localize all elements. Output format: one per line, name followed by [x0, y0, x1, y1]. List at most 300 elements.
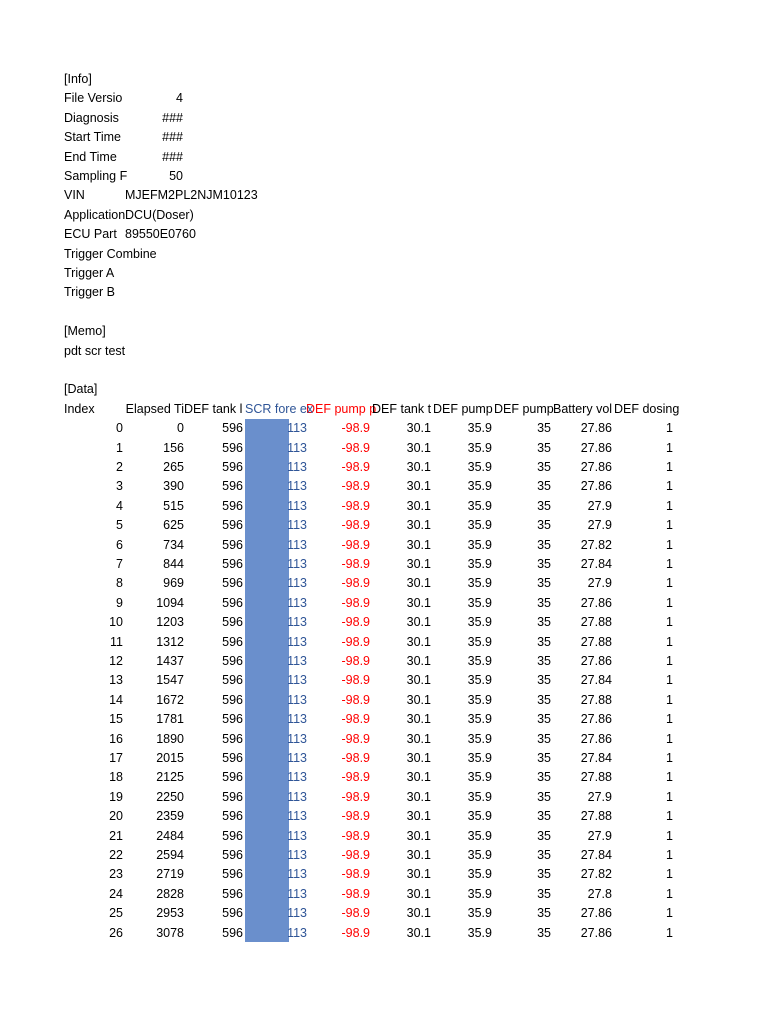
column-header[interactable]: DEF dosing: [614, 401, 680, 416]
data-cell[interactable]: 35: [537, 479, 551, 494]
data-cell[interactable]: 0: [116, 421, 123, 436]
data-cell[interactable]: 35: [537, 576, 551, 591]
data-cell[interactable]: 12: [109, 654, 123, 668]
column-header[interactable]: DEF tank t: [372, 401, 432, 416]
section-label-data[interactable]: [Data]: [64, 382, 98, 397]
data-cell[interactable]: 390: [163, 479, 184, 494]
data-cell[interactable]: 35.9: [467, 460, 492, 474]
data-cell[interactable]: 20: [109, 809, 123, 824]
data-cell[interactable]: 596: [222, 809, 243, 824]
data-cell[interactable]: 596: [222, 654, 243, 668]
data-cell[interactable]: 7: [116, 557, 123, 571]
data-cell[interactable]: 113: [287, 576, 307, 591]
data-cell[interactable]: 113: [287, 440, 307, 455]
data-cell[interactable]: 2250: [156, 789, 184, 804]
data-cell[interactable]: 2484: [156, 828, 184, 843]
data-cell[interactable]: 596: [222, 886, 243, 901]
data-cell[interactable]: 1: [666, 906, 673, 921]
data-cell[interactable]: 35: [537, 518, 551, 533]
data-cell[interactable]: 5: [116, 518, 123, 533]
data-cell[interactable]: 30.1: [406, 867, 431, 882]
data-cell[interactable]: 23: [109, 867, 123, 882]
data-cell[interactable]: 35.9: [467, 731, 492, 746]
data-cell[interactable]: 113: [287, 906, 307, 921]
data-cell[interactable]: 14: [109, 692, 123, 707]
data-cell[interactable]: 3078: [156, 925, 184, 940]
data-cell[interactable]: 3: [116, 479, 123, 494]
info-field-label[interactable]: Diagnosis: [64, 110, 119, 125]
data-cell[interactable]: 596: [222, 848, 243, 862]
data-cell[interactable]: 8: [116, 576, 123, 591]
info-field-label[interactable]: Start Time: [64, 130, 121, 145]
info-field-label[interactable]: Trigger A: [64, 266, 115, 280]
data-cell[interactable]: 35.9: [467, 498, 492, 513]
data-cell[interactable]: -98.9: [341, 731, 370, 746]
data-cell[interactable]: 18: [109, 770, 123, 785]
data-cell[interactable]: 35.9: [467, 906, 492, 921]
data-cell[interactable]: 30.1: [406, 731, 431, 746]
data-cell[interactable]: -98.9: [341, 770, 370, 785]
data-cell[interactable]: 113: [287, 925, 307, 940]
data-cell[interactable]: 2594: [156, 848, 184, 862]
data-cell[interactable]: 6: [116, 537, 123, 552]
data-cell[interactable]: -98.9: [341, 460, 370, 474]
data-cell[interactable]: 596: [222, 770, 243, 785]
data-cell[interactable]: 17: [109, 751, 123, 765]
section-label-info[interactable]: [Info]: [64, 72, 92, 86]
data-cell[interactable]: 596: [222, 518, 243, 533]
data-cell[interactable]: 35.9: [467, 421, 492, 436]
data-cell[interactable]: 15: [109, 712, 123, 727]
data-cell[interactable]: 596: [222, 789, 243, 804]
data-cell[interactable]: 113: [287, 615, 307, 630]
info-field-value[interactable]: ###: [162, 149, 183, 164]
data-cell[interactable]: 2719: [156, 867, 184, 882]
data-cell[interactable]: 596: [222, 634, 243, 649]
data-cell[interactable]: -98.9: [341, 673, 370, 688]
data-cell[interactable]: 35: [537, 789, 551, 804]
data-cell[interactable]: 596: [222, 498, 243, 513]
data-cell[interactable]: 1: [666, 518, 673, 533]
data-cell[interactable]: 1547: [156, 673, 184, 688]
data-cell[interactable]: 19: [109, 789, 123, 804]
data-cell[interactable]: -98.9: [341, 421, 370, 436]
data-cell[interactable]: 113: [287, 692, 307, 707]
data-cell[interactable]: 2015: [156, 751, 184, 765]
data-cell[interactable]: 35: [537, 537, 551, 552]
data-cell[interactable]: 27.88: [580, 770, 612, 785]
data-cell[interactable]: 596: [222, 576, 243, 591]
info-field-value[interactable]: 4: [176, 91, 183, 106]
data-cell[interactable]: 596: [222, 460, 243, 474]
data-cell[interactable]: 969: [163, 576, 184, 591]
info-field-label[interactable]: File Versio: [64, 91, 123, 106]
data-cell[interactable]: 113: [287, 867, 307, 882]
data-cell[interactable]: 596: [222, 615, 243, 630]
data-cell[interactable]: 35: [537, 925, 551, 940]
info-field-value[interactable]: ###: [162, 130, 183, 145]
data-cell[interactable]: 30.1: [406, 498, 431, 513]
data-cell[interactable]: 27.86: [580, 654, 612, 668]
info-field-value[interactable]: [125, 264, 325, 283]
data-cell[interactable]: 4: [116, 498, 123, 513]
data-cell[interactable]: 2359: [156, 809, 184, 824]
data-cell[interactable]: 113: [287, 809, 307, 824]
data-cell[interactable]: 1: [666, 537, 673, 552]
data-cell[interactable]: 113: [287, 634, 307, 649]
data-cell[interactable]: 625: [163, 518, 184, 533]
data-cell[interactable]: 156: [163, 440, 184, 455]
data-cell[interactable]: 27.9: [587, 518, 612, 533]
data-cell[interactable]: 1: [666, 615, 673, 630]
data-cell[interactable]: 113: [287, 751, 307, 765]
data-cell[interactable]: 113: [287, 828, 307, 843]
data-cell[interactable]: 1: [666, 886, 673, 901]
data-cell[interactable]: 27.9: [587, 576, 612, 591]
data-cell[interactable]: 27.86: [580, 595, 612, 610]
data-cell[interactable]: 25: [109, 906, 123, 921]
data-cell[interactable]: 30.1: [406, 692, 431, 707]
data-cell[interactable]: 30.1: [406, 809, 431, 824]
data-cell[interactable]: 515: [163, 498, 184, 513]
data-cell[interactable]: 30.1: [406, 751, 431, 765]
data-cell[interactable]: -98.9: [341, 440, 370, 455]
data-cell[interactable]: 27.86: [580, 421, 612, 436]
data-cell[interactable]: 113: [287, 518, 307, 533]
data-cell[interactable]: 30.1: [406, 789, 431, 804]
info-field-label[interactable]: Sampling F: [64, 169, 128, 183]
data-cell[interactable]: 113: [287, 460, 307, 474]
data-cell[interactable]: 27.86: [580, 906, 612, 921]
data-cell[interactable]: -98.9: [341, 654, 370, 668]
data-cell[interactable]: 113: [287, 712, 307, 727]
data-cell[interactable]: 35.9: [467, 867, 492, 882]
data-cell[interactable]: 30.1: [406, 925, 431, 940]
data-cell[interactable]: 1: [666, 867, 673, 882]
data-cell[interactable]: 35: [537, 770, 551, 785]
data-cell[interactable]: 113: [287, 848, 307, 862]
data-cell[interactable]: 24: [109, 886, 123, 901]
data-cell[interactable]: 1: [666, 789, 673, 804]
data-cell[interactable]: 113: [287, 557, 307, 571]
data-cell[interactable]: 30.1: [406, 421, 431, 436]
data-cell[interactable]: 596: [222, 731, 243, 746]
data-cell[interactable]: 27.84: [580, 557, 612, 571]
data-cell[interactable]: 27.9: [587, 828, 612, 843]
data-cell[interactable]: 35.9: [467, 673, 492, 688]
column-header[interactable]: Battery vol: [553, 401, 613, 416]
data-cell[interactable]: 30.1: [406, 848, 431, 862]
data-cell[interactable]: 844: [163, 557, 184, 571]
data-cell[interactable]: 596: [222, 595, 243, 610]
data-cell[interactable]: 113: [287, 673, 307, 688]
data-cell[interactable]: 35: [537, 809, 551, 824]
data-cell[interactable]: 1: [666, 731, 673, 746]
data-cell[interactable]: 27.88: [580, 692, 612, 707]
data-cell[interactable]: 596: [222, 867, 243, 882]
data-cell[interactable]: 9: [116, 595, 123, 610]
data-cell[interactable]: 596: [222, 557, 243, 571]
info-field-value[interactable]: DCU(Doser): [125, 207, 194, 222]
column-header[interactable]: SCR fore ex: [245, 400, 306, 419]
data-cell[interactable]: 35: [537, 440, 551, 455]
info-field-value[interactable]: 50: [169, 169, 183, 183]
data-cell[interactable]: -98.9: [341, 557, 370, 571]
data-cell[interactable]: 596: [222, 751, 243, 765]
data-cell[interactable]: 27.9: [587, 789, 612, 804]
data-cell[interactable]: 35.9: [467, 751, 492, 765]
data-cell[interactable]: -98.9: [341, 925, 370, 940]
data-cell[interactable]: 27.84: [580, 673, 612, 688]
data-cell[interactable]: 35: [537, 692, 551, 707]
data-cell[interactable]: 30.1: [406, 828, 431, 843]
data-cell[interactable]: 113: [287, 537, 307, 552]
data-cell[interactable]: 2828: [156, 886, 184, 901]
data-cell[interactable]: 30.1: [406, 886, 431, 901]
data-cell[interactable]: -98.9: [341, 576, 370, 591]
data-cell[interactable]: 0: [177, 421, 184, 436]
data-cell[interactable]: 113: [287, 654, 307, 668]
data-cell[interactable]: 1: [666, 460, 673, 474]
data-cell[interactable]: 1: [666, 634, 673, 649]
data-cell[interactable]: 1: [666, 751, 673, 765]
data-cell[interactable]: 1: [666, 925, 673, 940]
data-cell[interactable]: 35: [537, 421, 551, 436]
data-cell[interactable]: 27.84: [580, 751, 612, 765]
data-cell[interactable]: 27.82: [580, 537, 612, 552]
data-cell[interactable]: 10: [109, 615, 123, 630]
data-cell[interactable]: -98.9: [341, 867, 370, 882]
data-cell[interactable]: 35: [537, 654, 551, 668]
data-cell[interactable]: -98.9: [341, 498, 370, 513]
data-cell[interactable]: 113: [287, 595, 307, 610]
data-cell[interactable]: 1: [666, 712, 673, 727]
info-field-label[interactable]: End Time: [64, 149, 117, 164]
data-cell[interactable]: 35.9: [467, 440, 492, 455]
data-cell[interactable]: 27.86: [580, 440, 612, 455]
data-cell[interactable]: -98.9: [341, 479, 370, 494]
data-cell[interactable]: 734: [163, 537, 184, 552]
data-cell[interactable]: 35.9: [467, 576, 492, 591]
data-cell[interactable]: 1: [666, 809, 673, 824]
data-cell[interactable]: 1: [666, 421, 673, 436]
data-cell[interactable]: 30.1: [406, 906, 431, 921]
data-cell[interactable]: -98.9: [341, 692, 370, 707]
data-cell[interactable]: 35.9: [467, 479, 492, 494]
data-cell[interactable]: 1: [666, 770, 673, 785]
data-cell[interactable]: 35: [537, 634, 551, 649]
data-cell[interactable]: 35: [537, 828, 551, 843]
data-cell[interactable]: -98.9: [341, 537, 370, 552]
data-cell[interactable]: 1203: [156, 615, 184, 630]
data-cell[interactable]: 27.88: [580, 809, 612, 824]
data-cell[interactable]: 1: [666, 692, 673, 707]
data-cell[interactable]: 30.1: [406, 712, 431, 727]
data-cell[interactable]: 265: [163, 460, 184, 474]
data-cell[interactable]: 596: [222, 421, 243, 436]
data-cell[interactable]: 596: [222, 828, 243, 843]
data-cell[interactable]: 596: [222, 925, 243, 940]
data-cell[interactable]: 35.9: [467, 654, 492, 668]
data-cell[interactable]: 35.9: [467, 692, 492, 707]
data-cell[interactable]: 35.9: [467, 789, 492, 804]
data-cell[interactable]: 27.86: [580, 479, 612, 494]
data-cell[interactable]: 35: [537, 751, 551, 765]
data-cell[interactable]: 1672: [156, 692, 184, 707]
data-cell[interactable]: 113: [287, 789, 307, 804]
data-cell[interactable]: 35.9: [467, 615, 492, 630]
data-cell[interactable]: -98.9: [341, 886, 370, 901]
info-field-value[interactable]: ###: [162, 110, 183, 125]
data-cell[interactable]: 30.1: [406, 557, 431, 571]
data-cell[interactable]: 35: [537, 460, 551, 474]
data-cell[interactable]: 35.9: [467, 848, 492, 862]
column-header[interactable]: Index: [64, 401, 95, 416]
data-cell[interactable]: 22: [109, 848, 123, 862]
data-cell[interactable]: 27.8: [587, 886, 612, 901]
data-cell[interactable]: 596: [222, 906, 243, 921]
data-cell[interactable]: 35: [537, 712, 551, 727]
data-cell[interactable]: 1: [666, 673, 673, 688]
data-cell[interactable]: 27.88: [580, 615, 612, 630]
data-cell[interactable]: 1: [666, 479, 673, 494]
data-cell[interactable]: 13: [109, 673, 123, 688]
data-cell[interactable]: -98.9: [341, 712, 370, 727]
data-cell[interactable]: 35: [537, 906, 551, 921]
data-cell[interactable]: 113: [287, 479, 307, 494]
data-cell[interactable]: 30.1: [406, 634, 431, 649]
data-cell[interactable]: 16: [109, 731, 123, 746]
data-cell[interactable]: -98.9: [341, 906, 370, 921]
column-header[interactable]: DEF tank l: [184, 401, 243, 416]
data-cell[interactable]: 35.9: [467, 925, 492, 940]
data-cell[interactable]: -98.9: [341, 809, 370, 824]
data-cell[interactable]: 30.1: [406, 654, 431, 668]
data-cell[interactable]: 35: [537, 595, 551, 610]
data-cell[interactable]: 113: [287, 770, 307, 785]
data-cell[interactable]: 30.1: [406, 615, 431, 630]
data-cell[interactable]: 113: [287, 421, 307, 436]
data-cell[interactable]: 35.9: [467, 828, 492, 843]
data-cell[interactable]: 27.88: [580, 634, 612, 649]
data-cell[interactable]: 113: [287, 731, 307, 746]
data-cell[interactable]: -98.9: [341, 828, 370, 843]
data-cell[interactable]: 35.9: [467, 595, 492, 610]
column-header[interactable]: DEF pump p: [306, 401, 377, 416]
column-header[interactable]: DEF pump: [494, 401, 554, 416]
data-cell[interactable]: 2: [116, 460, 123, 474]
data-cell[interactable]: 21: [109, 828, 123, 843]
data-cell[interactable]: 596: [222, 440, 243, 455]
data-cell[interactable]: 27.86: [580, 925, 612, 940]
data-cell[interactable]: 1: [666, 828, 673, 843]
data-cell[interactable]: 11: [110, 634, 123, 649]
data-cell[interactable]: 35: [537, 615, 551, 630]
data-cell[interactable]: 35: [537, 498, 551, 513]
data-cell[interactable]: 27.84: [580, 848, 612, 862]
info-field-label[interactable]: ECU Part: [64, 227, 117, 242]
data-cell[interactable]: 113: [287, 498, 307, 513]
data-cell[interactable]: 1: [666, 595, 673, 610]
data-cell[interactable]: 596: [222, 692, 243, 707]
info-field-value[interactable]: MJEFM2PL2NJM10123: [125, 188, 258, 203]
data-cell[interactable]: 1: [116, 440, 123, 455]
data-cell[interactable]: 35: [537, 848, 551, 862]
data-cell[interactable]: 1781: [156, 712, 184, 727]
data-cell[interactable]: -98.9: [341, 751, 370, 765]
data-cell[interactable]: 1: [666, 576, 673, 591]
data-cell[interactable]: 30.1: [406, 440, 431, 455]
data-cell[interactable]: 2953: [156, 906, 184, 921]
info-field-label[interactable]: Trigger B: [64, 285, 115, 300]
data-cell[interactable]: 1437: [156, 654, 184, 668]
data-cell[interactable]: 30.1: [406, 479, 431, 494]
data-cell[interactable]: -98.9: [341, 595, 370, 610]
data-cell[interactable]: 1312: [156, 634, 184, 649]
info-field-label[interactable]: Application: [64, 207, 126, 222]
column-header[interactable]: Elapsed Ti: [125, 401, 184, 416]
data-cell[interactable]: 1: [666, 557, 673, 571]
data-cell[interactable]: 27.82: [580, 867, 612, 882]
data-cell[interactable]: 1: [666, 498, 673, 513]
data-cell[interactable]: 26: [109, 925, 123, 940]
info-field-label[interactable]: VIN: [64, 188, 85, 203]
data-cell[interactable]: -98.9: [341, 615, 370, 630]
data-cell[interactable]: -98.9: [341, 848, 370, 862]
data-cell[interactable]: 113: [287, 886, 307, 901]
data-cell[interactable]: 30.1: [406, 518, 431, 533]
data-cell[interactable]: 35: [537, 557, 551, 571]
data-cell[interactable]: 35: [537, 867, 551, 882]
data-cell[interactable]: 596: [222, 712, 243, 727]
data-cell[interactable]: 1094: [156, 595, 184, 610]
info-field-value[interactable]: [125, 283, 325, 302]
data-cell[interactable]: 30.1: [406, 460, 431, 474]
data-cell[interactable]: 27.86: [580, 460, 612, 474]
data-cell[interactable]: 35.9: [467, 809, 492, 824]
data-cell[interactable]: 35.9: [467, 886, 492, 901]
data-cell[interactable]: 35.9: [467, 518, 492, 533]
data-cell[interactable]: 30.1: [406, 537, 431, 552]
data-cell[interactable]: 35.9: [467, 634, 492, 649]
data-cell[interactable]: 596: [222, 537, 243, 552]
data-cell[interactable]: 30.1: [406, 673, 431, 688]
data-cell[interactable]: 35.9: [467, 770, 492, 785]
data-cell[interactable]: 35: [537, 673, 551, 688]
data-cell[interactable]: -98.9: [341, 789, 370, 804]
data-cell[interactable]: 35: [537, 886, 551, 901]
section-label-memo[interactable]: [Memo]: [64, 324, 106, 339]
data-cell[interactable]: 35: [537, 731, 551, 746]
data-cell[interactable]: 1: [666, 654, 673, 668]
data-cell[interactable]: 35.9: [467, 712, 492, 727]
data-cell[interactable]: 2125: [156, 770, 184, 785]
column-header[interactable]: DEF pump: [433, 401, 493, 416]
data-cell[interactable]: 1: [666, 440, 673, 455]
memo-text[interactable]: pdt scr test: [64, 343, 126, 358]
data-cell[interactable]: 35.9: [467, 537, 492, 552]
data-cell[interactable]: 27.86: [580, 731, 612, 746]
data-cell[interactable]: 27.9: [587, 498, 612, 513]
data-cell[interactable]: 596: [222, 479, 243, 494]
data-cell[interactable]: 1: [666, 848, 673, 862]
data-cell[interactable]: 27.86: [580, 712, 612, 727]
info-field-value[interactable]: 89550E0760: [125, 227, 196, 242]
info-field-label[interactable]: Trigger Combine: [64, 246, 157, 261]
data-cell[interactable]: -98.9: [341, 634, 370, 649]
data-cell[interactable]: -98.9: [341, 518, 370, 533]
data-cell[interactable]: 30.1: [406, 595, 431, 610]
